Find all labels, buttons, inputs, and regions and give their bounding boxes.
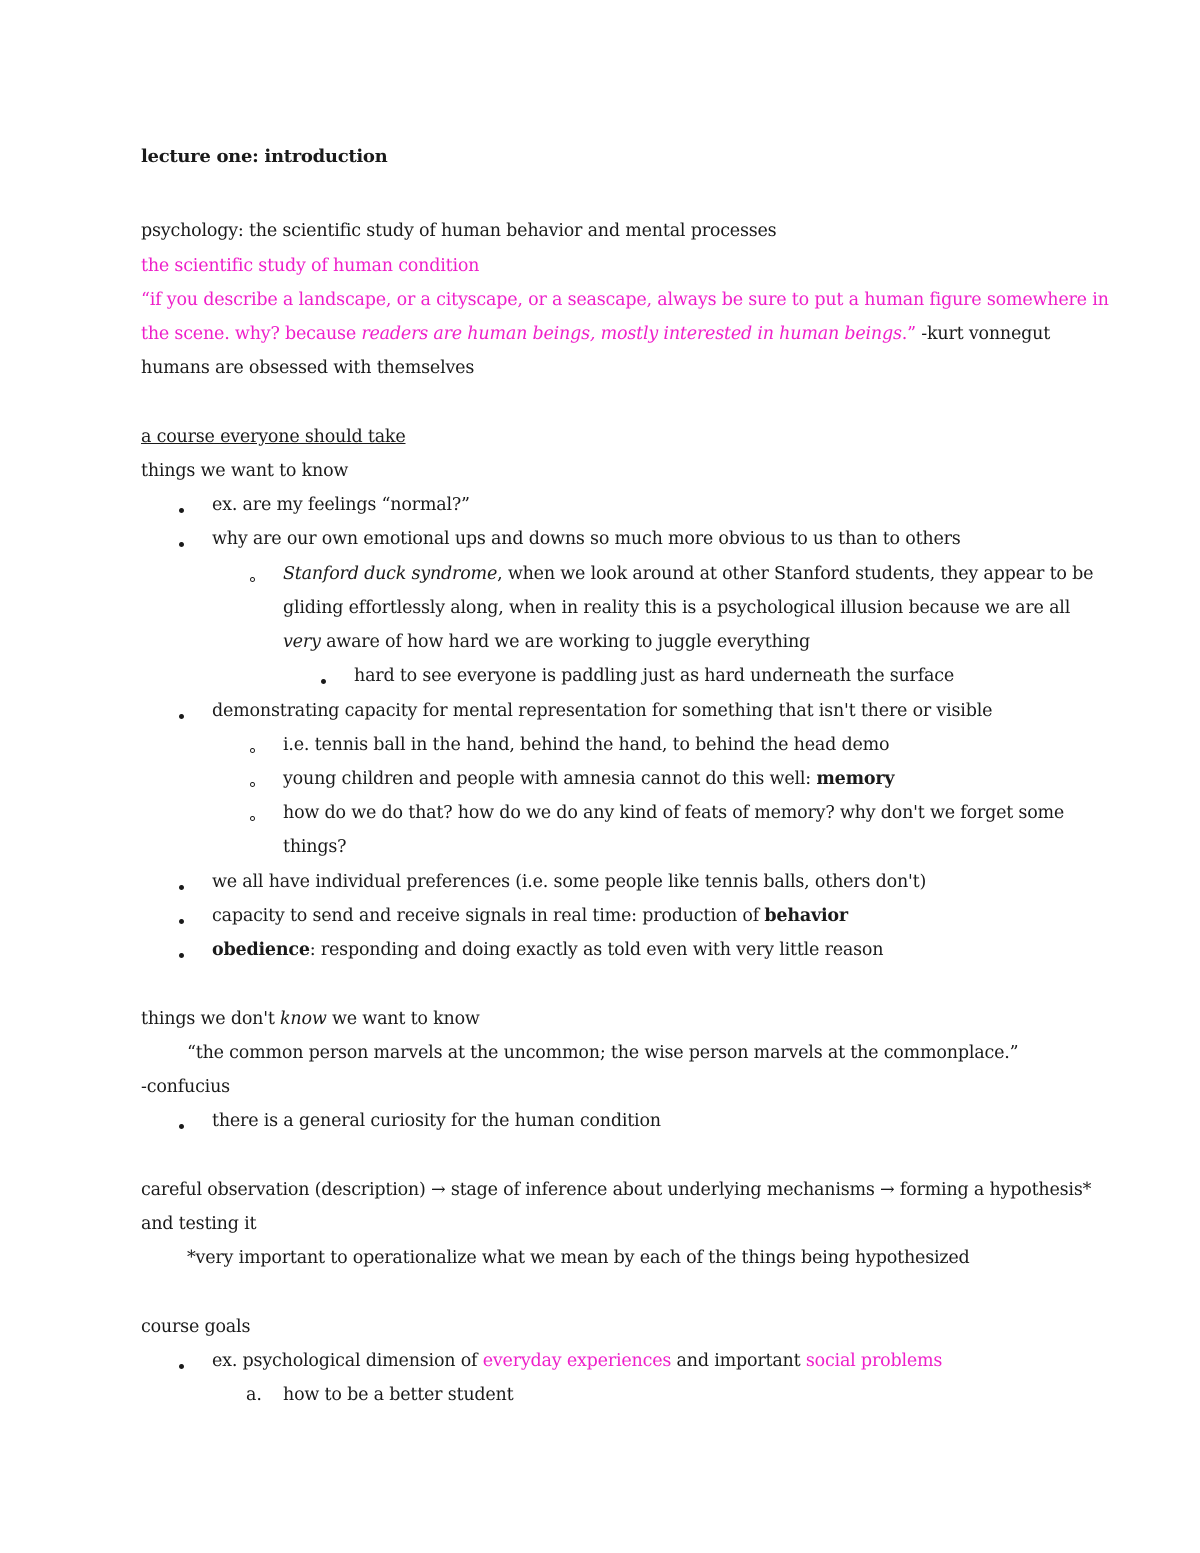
obedience-bold: obedience xyxy=(212,940,310,960)
circle-bullet-icon xyxy=(250,816,255,821)
dont-know-end: we want to know xyxy=(326,1009,480,1029)
circle-bullet-icon xyxy=(250,748,255,753)
goals-text-a: ex. psychological dimension of xyxy=(212,1351,483,1371)
definition-line: psychology: the scientific study of human behavior and mental processes xyxy=(141,221,777,241)
bullet-icon xyxy=(179,885,184,890)
list-item-amnesia xyxy=(283,762,894,796)
circle-bullet-icon xyxy=(250,577,255,582)
duck-syndrome-line-3 xyxy=(283,625,810,659)
arrow-icon: → xyxy=(880,1180,895,1200)
very-italic: very xyxy=(283,632,321,652)
list-item-feats-of-memory: how do we do that? how do we do any kind of feats of memory? why don't we forget some xyxy=(283,803,1065,823)
goals-text-b: and important xyxy=(671,1351,806,1371)
inference-text: stage of inference about underlying mechanisms xyxy=(445,1180,881,1200)
amnesia-text: young children and people with amnesia cannot do this well: xyxy=(283,769,817,789)
duck-syndrome-rest: , when we look around at other Stanford students, they appear to be xyxy=(497,564,1094,584)
dont-know-start: things we don't xyxy=(141,1009,281,1029)
quote-line-2-start: the scene. why? because xyxy=(141,324,362,344)
confucius-quote: “the common person marvels at the uncommon; the wise person marvels at the commonplace.” xyxy=(187,1043,1019,1063)
know-italic: know xyxy=(280,1009,327,1029)
list-item-paddling: hard to see everyone is paddling just as hard underneath the surface xyxy=(354,666,954,686)
bullet-icon xyxy=(179,508,184,513)
pink-definition-line: the scientific study of human condition xyxy=(141,256,480,276)
list-item-duck-syndrome xyxy=(283,557,1093,591)
subheading-things-we-want: things we want to know xyxy=(141,461,349,481)
bullet-icon xyxy=(179,953,184,958)
list-item-feelings: ex. are my feelings “normal?” xyxy=(212,495,470,515)
social-problems: social problems xyxy=(805,1351,943,1371)
list-item-obedience xyxy=(212,933,883,967)
obedience-rest: : responding and doing exactly as told even with very little reason xyxy=(309,940,884,960)
duck-syndrome-line-3-rest: aware of how hard we are working to juggle everything xyxy=(320,632,811,652)
behavior-bold: behavior xyxy=(764,906,848,926)
bullet-icon xyxy=(321,679,326,684)
confucius-attribution: -confucius xyxy=(141,1077,230,1097)
duck-syndrome-line-2: gliding effortlessly along, when in reality this is a psychological illusion because we are all xyxy=(283,598,1071,618)
quote-end: .” xyxy=(901,324,916,344)
section-heading-course: a course everyone should take xyxy=(141,427,406,447)
method-line-2: and testing it xyxy=(141,1214,257,1234)
arrow-icon: → xyxy=(430,1180,446,1200)
quote-attribution: -kurt vonnegut xyxy=(915,324,1051,344)
bullet-icon xyxy=(179,1124,184,1129)
list-item-goals xyxy=(212,1344,942,1378)
quote-italic: readers are human beings, mostly interested in human beings xyxy=(361,324,902,344)
list-item-tennis-demo: i.e. tennis ball in the hand, behind the hand, to behind the head demo xyxy=(283,735,890,755)
memory-bold: memory xyxy=(816,769,895,789)
quote-line-1: “if you describe a landscape, or a cityscape, or a seascape, always be sure to put a human figure somewhere in xyxy=(141,290,1109,310)
list-item-curiosity: there is a general curiosity for the human condition xyxy=(212,1111,661,1131)
duck-syndrome-term: Stanford duck syndrome xyxy=(283,564,498,584)
list-item-mental-representation: demonstrating capacity for mental representation for something that isn't there or visible xyxy=(212,701,993,721)
subheading-things-we-dont-know xyxy=(141,1002,480,1036)
list-item-emotional: why are our own emotional ups and downs so much more obvious to us than to others xyxy=(212,529,961,549)
page-title: lecture one: introduction xyxy=(141,146,388,167)
obsessed-line: humans are obsessed with themselves xyxy=(141,358,475,378)
feats-of-memory-line-2: things? xyxy=(283,837,347,857)
bullet-icon xyxy=(179,1364,184,1369)
list-item-better-student: how to be a better student xyxy=(283,1385,514,1405)
list-marker-a: a. xyxy=(246,1385,262,1405)
bullet-icon xyxy=(179,919,184,924)
hypothesis-text: forming a hypothesis* xyxy=(894,1180,1092,1200)
observation-text: careful observation (description) xyxy=(141,1180,431,1200)
list-item-preferences: we all have individual preferences (i.e. some people like tennis balls, others don't) xyxy=(212,872,927,892)
subheading-course-goals: course goals xyxy=(141,1317,251,1337)
quote-line-2 xyxy=(141,317,1050,351)
method-line-1 xyxy=(141,1173,1091,1207)
everyday-experiences: everyday experiences xyxy=(482,1351,672,1371)
bullet-icon xyxy=(179,542,184,547)
bullet-icon xyxy=(179,714,184,719)
signals-text: capacity to send and receive signals in real time: production of xyxy=(212,906,765,926)
operationalize-note: *very important to operationalize what we mean by each of the things being hypothesized xyxy=(187,1248,970,1268)
circle-bullet-icon xyxy=(250,782,255,787)
list-item-signals xyxy=(212,899,848,933)
